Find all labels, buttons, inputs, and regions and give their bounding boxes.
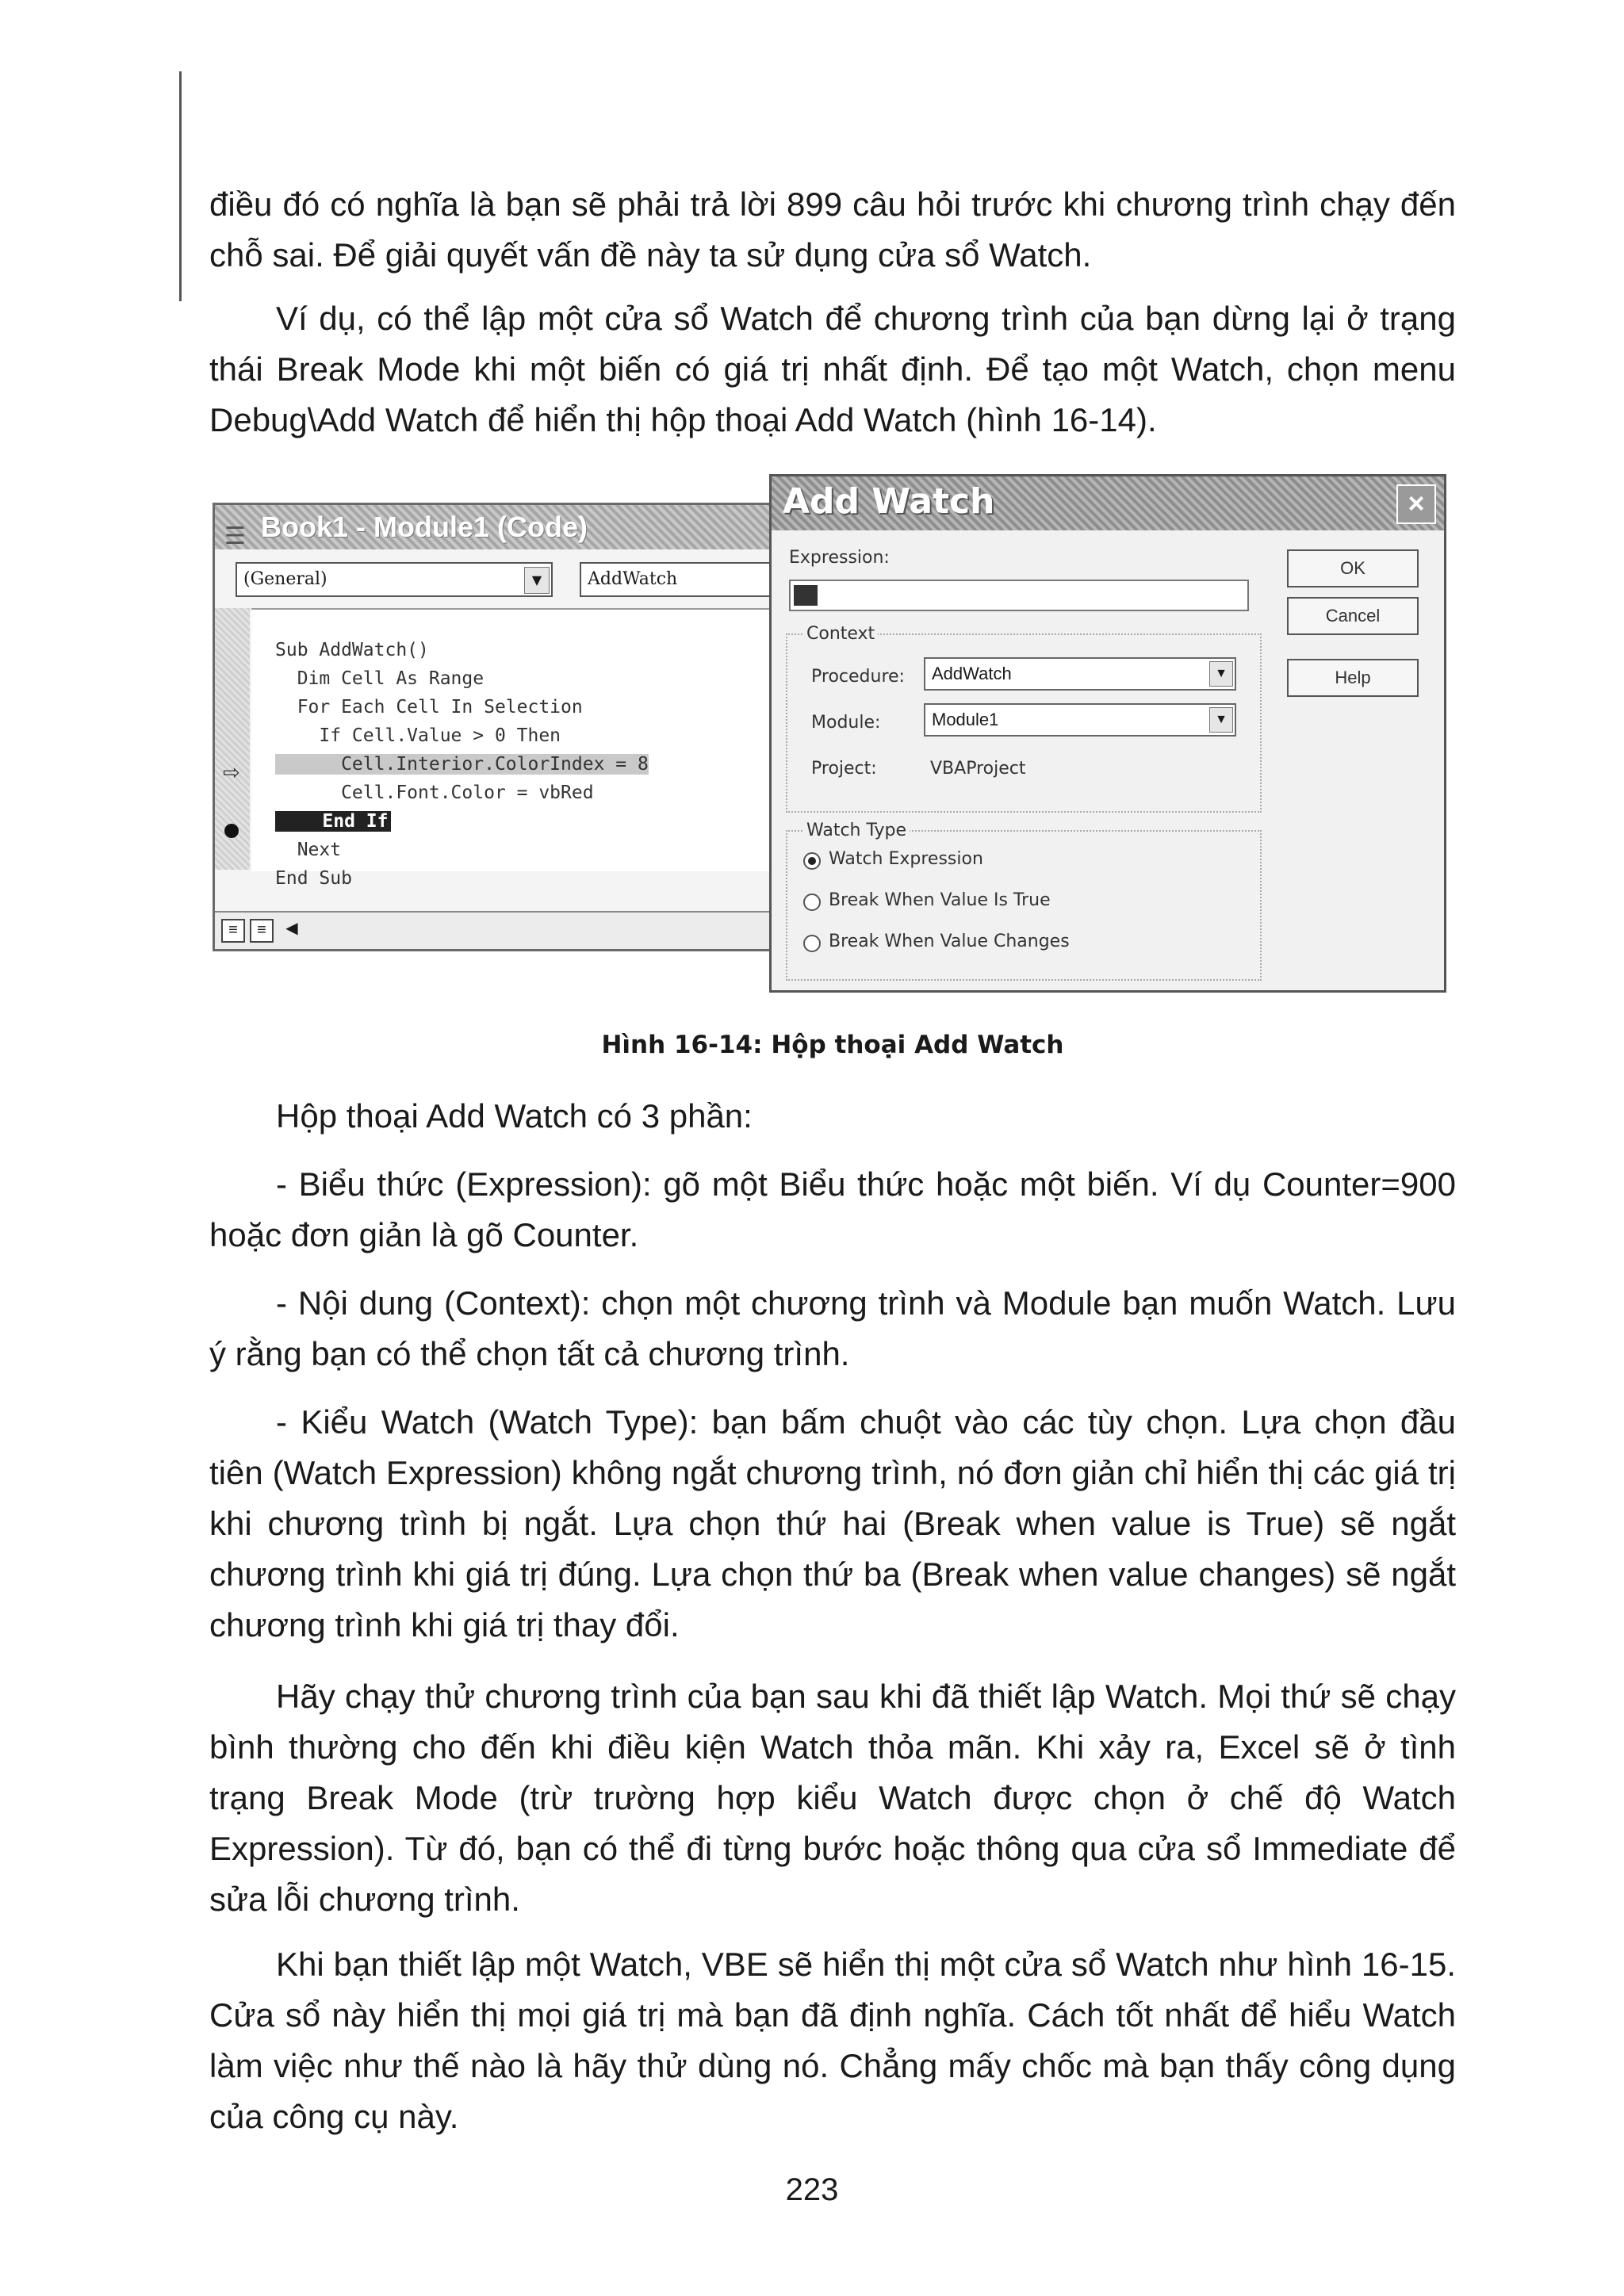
module-select[interactable]: [924, 703, 1236, 737]
option-break-when-changes[interactable]: Break When Value Changes: [829, 932, 1070, 951]
figure-caption: Hình 16-14: Hộp thoại Add Watch: [601, 1031, 1064, 1059]
code-line: Cell.Font.Color = vbRed: [275, 783, 594, 803]
code-line: If Cell.Value > 0 Then: [275, 725, 561, 746]
code-window-title-text: Book1 - Module1 (Code): [261, 511, 588, 543]
radio-watch-expression[interactable]: [803, 852, 821, 870]
procedure-select[interactable]: [924, 657, 1236, 691]
expression-input[interactable]: [789, 580, 1249, 611]
procedure-view-icon[interactable]: ≡: [221, 919, 245, 943]
scroll-left-icon[interactable]: ◀: [285, 920, 298, 937]
execution-arrow-icon: ⇨: [223, 760, 240, 784]
module-label: Module:: [811, 713, 881, 733]
project-value: VBAProject: [930, 759, 1026, 779]
code-window-title: [215, 505, 797, 549]
dialog-title: Add Watch: [783, 481, 995, 522]
option-watch-expression[interactable]: Watch Expression: [829, 849, 983, 869]
chevron-down-icon[interactable]: ▼: [1209, 707, 1233, 733]
paragraph-6: - Kiểu Watch (Watch Type): bạn bấm chuột vào các tùy chọn. Lựa chọn đầu tiên (Watch Expression) không ngắt chương trình, nó đơn giản chỉ hiển thị các giá trị khi chương trình bị ngắt. Lựa chọn thứ hai (Break when value is True) sẽ ngắt chương trình khi giá trị đúng. Lựa chọn thứ ba (Break when value changes) sẽ ngắt chương trình khi giá trị thay đổi.: [209, 1403, 1456, 1644]
project-label: Project:: [811, 759, 877, 779]
paragraph-8: Khi bạn thiết lập một Watch, VBE sẽ hiển thị một cửa sổ Watch như hình 16-15. Cửa sổ này hiển thị mọi giá trị mà bạn đã định nghĩa. Cách tốt nhất để hiểu Watch làm việc như thế nào là hãy thử dùng nó. Chẳng mấy chốc mà bạn thấy công dụng của công cụ này.: [209, 1946, 1456, 2135]
object-combo-value: (General): [243, 569, 327, 589]
option-break-when-true[interactable]: Break When Value Is True: [829, 890, 1051, 910]
code-line: For Each Cell In Selection: [275, 697, 583, 718]
add-watch-dialog: [769, 474, 1446, 993]
radio-break-when-changes[interactable]: [803, 935, 821, 952]
code-window: [213, 503, 799, 951]
expression-label: Expression:: [789, 548, 890, 568]
procedure-select-value: AddWatch: [932, 664, 1012, 683]
chevron-down-icon[interactable]: ▼: [524, 567, 550, 594]
paragraph-3: Hộp thoại Add Watch có 3 phần:: [276, 1097, 753, 1135]
module-select-value: Module1: [932, 710, 999, 729]
breakpoint-icon[interactable]: [224, 824, 239, 838]
procedure-label: Procedure:: [811, 667, 905, 687]
paragraph-1: điều đó có nghĩa là bạn sẽ phải trả lời 899 câu hỏi trước khi chương trình chạy đến chỗ sai. Để giải quyết vấn đề này ta sử dụng cửa sổ Watch.: [209, 186, 1456, 274]
code-line: Dim Cell As Range: [275, 668, 485, 689]
page-number: 223: [785, 2172, 839, 2207]
code-line-current: Cell.Interior.ColorIndex = 8: [275, 754, 649, 775]
margin-rule: [179, 71, 182, 301]
dialog-titlebar: [772, 476, 1444, 530]
code-line: End Sub: [275, 868, 352, 889]
chevron-down-icon[interactable]: ▼: [1209, 661, 1233, 687]
code-line: Next: [275, 840, 342, 860]
radio-break-when-true[interactable]: [803, 894, 821, 911]
code-line: Sub AddWatch(): [275, 640, 429, 660]
close-icon[interactable]: ×: [1396, 484, 1436, 524]
paragraph-4: - Biểu thức (Expression): gõ một Biểu thức hoặc một biến. Ví dụ Counter=900 hoặc đơn giản là gõ Counter.: [209, 1165, 1456, 1253]
code-line-breakpoint: End If: [275, 811, 391, 832]
procedure-combo-value: AddWatch: [588, 569, 678, 589]
cancel-button[interactable]: Cancel: [1287, 597, 1419, 635]
paragraph-2: Ví dụ, có thể lập một cửa sổ Watch để chương trình của bạn dừng lại ở trạng thái Break Mode khi một biến có giá trị nhất định. Để tạo một Watch, chọn menu Debug\Add Watch để hiển thị hộp thoại Add Watch (hình 16-14).: [209, 300, 1456, 438]
paragraph-5: - Nội dung (Context): chọn một chương trình và Module bạn muốn Watch. Lưu ý rằng bạn có thể chọn tất cả chương trình.: [209, 1284, 1456, 1372]
watch-type-label: Watch Type: [803, 821, 910, 840]
text-cursor: [794, 585, 818, 606]
figure-add-watch: [213, 474, 1446, 993]
help-button[interactable]: Help: [1287, 659, 1419, 697]
code-window-statusbar: [215, 911, 797, 949]
module-icon: ☰: [224, 523, 246, 549]
ok-button[interactable]: OK: [1287, 549, 1419, 587]
context-label: Context: [803, 624, 878, 644]
paragraph-7: Hãy chạy thử chương trình của bạn sau khi đã thiết lập Watch. Mọi thứ sẽ chạy bình thường cho đến khi điều kiện Watch thỏa mãn. Khi xảy ra, Excel sẽ ở tình trạng Break Mode (trừ trường hợp kiểu Watch được chọn ở chế độ Watch Expression). Từ đó, bạn có thể đi từng bước hoặc thông qua cửa sổ Immediate để sửa lỗi chương trình.: [209, 1678, 1456, 1918]
object-combo[interactable]: [236, 562, 553, 597]
module-view-icon[interactable]: ≡: [250, 919, 274, 943]
